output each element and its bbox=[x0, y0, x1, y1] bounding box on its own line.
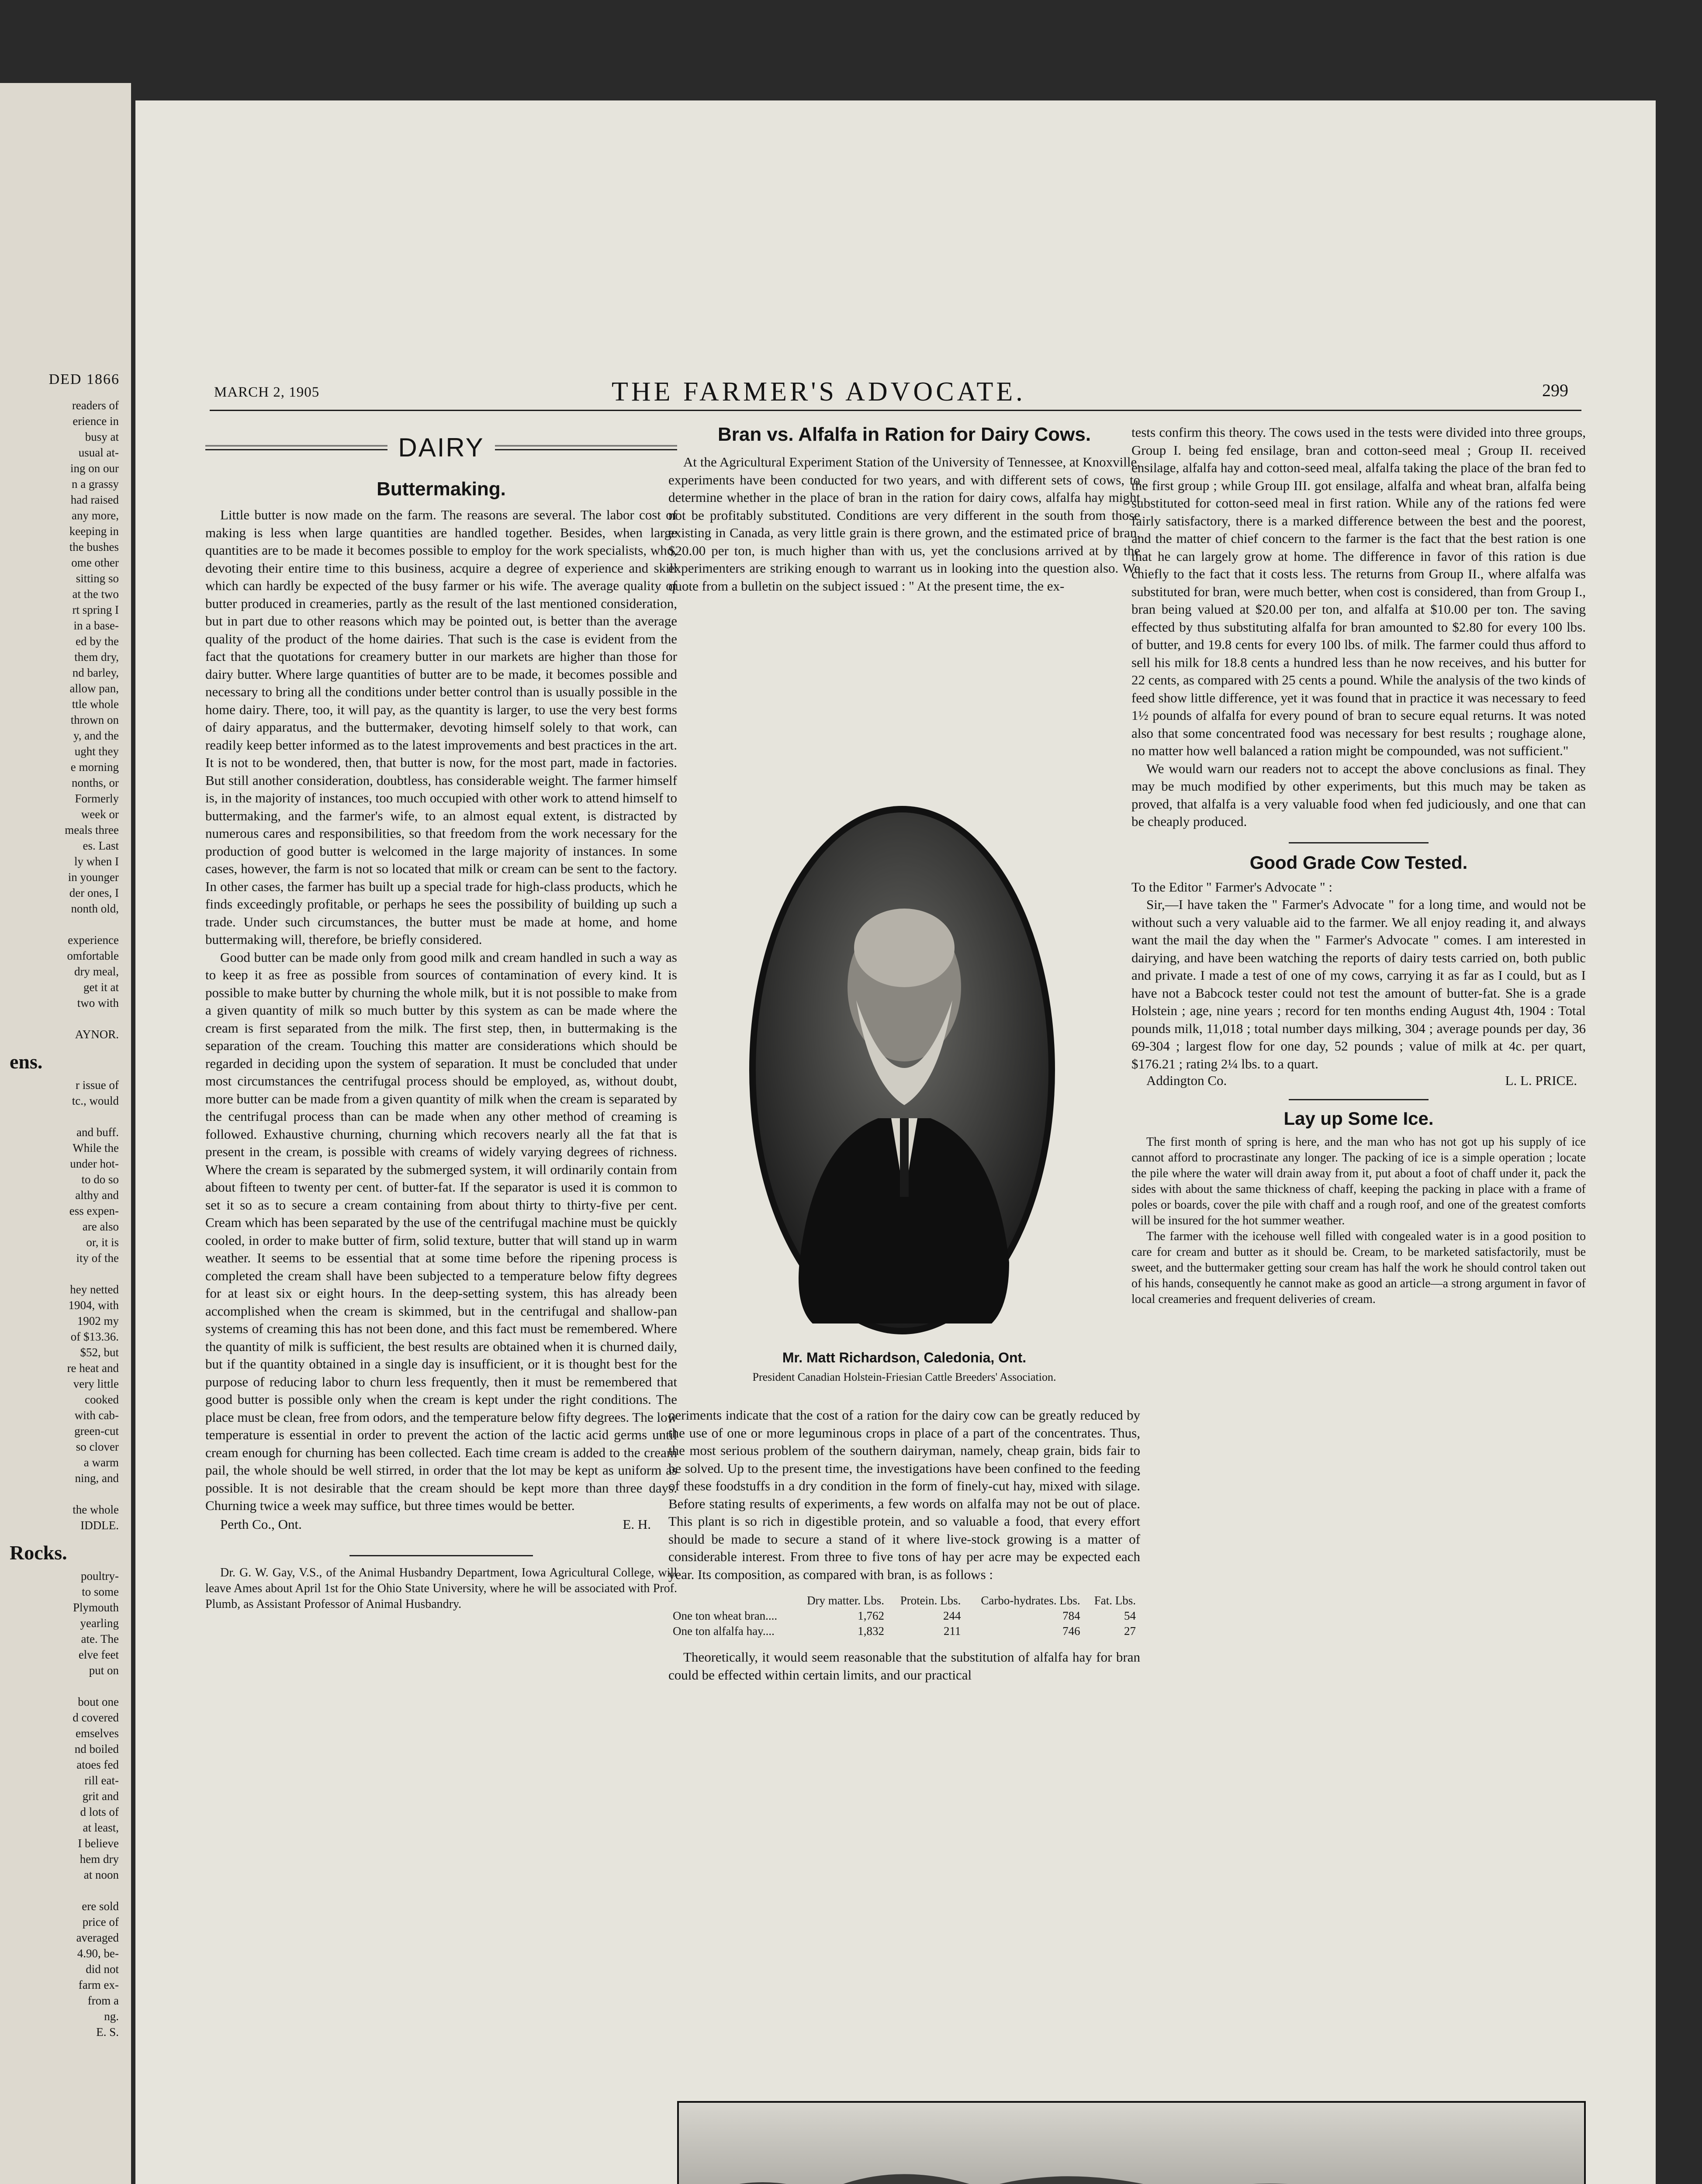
left-page-fragment bbox=[10, 1109, 119, 1124]
left-page-fragment: averaged bbox=[76, 1931, 119, 1944]
left-page-fragment bbox=[10, 1883, 119, 1898]
signoff-name: E. H. bbox=[623, 1516, 651, 1532]
left-page-fragment: cooked bbox=[85, 1393, 119, 1406]
left-page-fragment: hem dry bbox=[80, 1852, 119, 1866]
left-page-fragment: in younger bbox=[68, 871, 119, 884]
table-cell: 244 bbox=[943, 1609, 961, 1622]
left-page-fragment: tc., would bbox=[72, 1094, 119, 1107]
table-header: Protein. Lbs. bbox=[900, 1594, 961, 1607]
holsteins-painting bbox=[677, 2101, 1586, 2184]
left-page-fragment bbox=[10, 916, 119, 932]
left-page-fragment: AYNOR. bbox=[75, 1028, 119, 1041]
left-page-fragment: nonth old, bbox=[71, 902, 119, 915]
bran-col3-text: tests confirm this theory. The cows used in the tests were divided into three groups, Group I. being fed ensilage, bran and cotton-seed meal ; Group II. received ensilage, alfalfa hay and cotton-seed meal, alfalfa taking the place of the bran fed to the first group ; while Group III. got ensilage, alfalfa and wheat bran, alfalfa being substituted for cotton-seed meal in first ration. While any of the rations fed were fairly satisfactory, there is a marked difference between the best and the poorest, and the matter of chief concern to the farmer is the fact that the best ration is one that he can largely grow at home. The difference in favor of this ration is due chiefly to the fact that it costs less. The returns from Group II., where alfalfa was substituted for bran, were much better, when cost is considered, than from Group I., bran being valued at $20.00 per ton, and alfalfa at $10.00 per ton. The saving effected by thus substituting alfalfa for bran amounted to $2.80 for every 100 lbs. of butter, and 19.8 cents for every 100 lbs. of milk. The farmer could thus afford to sell his milk for 18.8 cents a hundred less than he now receives, and his butter for 22 cents, as compared with 25 cents a pound. While the analysis of the two kinds of feed show little difference, yet it was found that in practice it was necessary to feed 1½ pounds of alfalfa for every pound of bran to secure equal returns. It was noted also that some concentrated food was necessary for best results ; roughage alone, no matter how well balanced a ration might be compounded, was not sufficient." bbox=[1131, 425, 1586, 758]
left-page-fragment: erience in bbox=[73, 415, 119, 428]
left-page-fragment: re heat and bbox=[67, 1362, 119, 1375]
left-page-fragment: n a grassy bbox=[72, 477, 119, 491]
ice-paragraph: The first month of spring is here, and the man who has not got up his supply of ice cannot afford to procrastinate any longer. The packing of ice is a simple operation ; locate the pile where the water will drain away from it, put about a foot of chaff under it, pack the sides with about the same thickness of chaff, keeping the packing in place with a frame of poles or boards, cover the pile with chaff and a rough roof, and one of the greatest comforts will be insured for the hot summer weather. bbox=[1131, 1135, 1586, 1227]
left-page-fragment: ed by the bbox=[76, 635, 119, 648]
table-header bbox=[668, 1593, 793, 1608]
left-page-fragment: 1904, with bbox=[68, 1299, 119, 1312]
left-page-fragment: E. S. bbox=[96, 2025, 119, 2039]
table-row bbox=[668, 1624, 1140, 1639]
left-page-fragment: r issue of bbox=[76, 1078, 119, 1092]
masthead-date: MARCH 2, 1905 bbox=[214, 384, 320, 400]
page-number: 299 bbox=[1542, 380, 1568, 400]
left-page-fragment: are also bbox=[82, 1220, 119, 1233]
portrait-subcaption: President Canadian Holstein-Friesian Cattle Breeders' Association. bbox=[752, 1371, 1056, 1383]
left-page-fragment: meals three bbox=[65, 823, 119, 836]
left-page-fragment: price of bbox=[82, 1915, 119, 1928]
left-page-fragment: the whole bbox=[73, 1503, 119, 1516]
left-page-fragment: nd boiled bbox=[74, 1742, 119, 1755]
left-page-fragment: ng. bbox=[104, 2010, 119, 2023]
dairy-section-title: DAIRY bbox=[398, 433, 484, 462]
left-page-fragment: ing on our bbox=[70, 462, 119, 475]
left-page-fragment: ught they bbox=[74, 745, 119, 758]
left-page-fragment: ly when I bbox=[74, 855, 119, 868]
left-page-fragment: thrown on bbox=[70, 713, 119, 726]
left-page-fragment: I believe bbox=[78, 1837, 119, 1850]
left-page-fragment: elve feet bbox=[78, 1648, 119, 1661]
left-page-fragment: in a base- bbox=[73, 619, 119, 632]
left-page-fragment: ate. The bbox=[81, 1632, 119, 1645]
left-page-fragment: atoes fed bbox=[76, 1758, 119, 1771]
left-page-fragment: busy at bbox=[85, 430, 119, 443]
table-header: Carbo-hydrates. Lbs. bbox=[981, 1594, 1080, 1607]
left-page-fragment: ome other bbox=[71, 556, 119, 569]
bran-title: Bran vs. Alfalfa in Ration for Dairy Cows. bbox=[717, 424, 1091, 445]
left-page-fragment: allow pan, bbox=[69, 682, 119, 695]
divider bbox=[349, 1555, 533, 1556]
cow-place: Addington Co. bbox=[1146, 1073, 1227, 1088]
left-page-column bbox=[10, 397, 119, 2040]
left-page-fragment: dry meal, bbox=[74, 965, 119, 978]
left-page-fragment bbox=[10, 1678, 119, 1694]
left-page-fragment: es. Last bbox=[83, 839, 119, 852]
left-page-fragment: ess expen- bbox=[69, 1204, 119, 1217]
table-cell: 54 bbox=[1124, 1609, 1136, 1622]
left-page-fragment: ttle whole bbox=[72, 698, 119, 711]
masthead-rule bbox=[210, 410, 1581, 411]
bran-warning: We would warn our readers not to accept the above conclusions as final. They may be much modified by other experiments, but this much may be taken as proved, that alfalfa is a very valuable food when fed judiciously, and one that can be cheaply produced. bbox=[1131, 760, 1586, 829]
portrait-photo bbox=[747, 804, 1057, 1337]
table-cell: 1,762 bbox=[858, 1609, 885, 1622]
table-cell: One ton alfalfa hay.... bbox=[673, 1624, 775, 1638]
composition-table bbox=[668, 1593, 1140, 1639]
left-page-fragment: 1902 my bbox=[77, 1314, 119, 1327]
dairy-column bbox=[205, 415, 677, 1612]
masthead-title: THE FARMER'S ADVOCATE. bbox=[612, 377, 1026, 407]
left-page-fragment: from a bbox=[87, 1994, 119, 2007]
left-page-fragment: a warm bbox=[83, 1456, 119, 1469]
left-page-fragment: at the two bbox=[72, 587, 119, 601]
left-page-fragment bbox=[10, 1011, 119, 1026]
cow-text: Sir,—I have taken the " Farmer's Advocate " for a long time, and would not be without such a very valuable aid to the farmer. We all enjoy reading it, and always want the mail the day when the " Farmer's Advocate " comes. I am interested in dairying, and have been watching the reports of dairy tests carried on, both public and private. I made a test of one of my cows, carrying it as far as I could, but as I have not a Babcock tester could not test the amount of butter-fat. She is a grade Holstein ; age, nine years ; record for ten months ending August 4th, 1904 : Total pounds milk, 11,018 ; total number days milking, 304 ; average pounds per day, 36 69-304 ; largest flow for one day, 52 pounds ; value of milk at 4c. per quart, $176.21 ; rating 2¼ lbs. to a quart. bbox=[1131, 897, 1586, 1071]
left-page-fragment: ning, and bbox=[75, 1472, 119, 1485]
left-page-fragment: e morning bbox=[70, 760, 119, 774]
buttermaking-title: Buttermaking. bbox=[377, 478, 506, 500]
left-page-fragment: them dry, bbox=[74, 650, 119, 663]
left-page-fragment: so clover bbox=[76, 1440, 119, 1453]
cow-signoff bbox=[1146, 1073, 1577, 1089]
left-page-fragment: der ones, I bbox=[69, 886, 119, 899]
left-page-fragment bbox=[10, 1266, 119, 1282]
cow-to: To the Editor " Farmer's Advocate " : bbox=[1131, 879, 1333, 895]
left-page-fragment: y, and the bbox=[73, 729, 119, 742]
left-page-fragment: the bushes bbox=[69, 540, 119, 553]
left-page-fragment: althy and bbox=[75, 1189, 119, 1202]
left-page-fragment: or, it is bbox=[86, 1236, 119, 1249]
left-page-fragment: at least, bbox=[83, 1821, 119, 1834]
left-page-fragment: poultry- bbox=[81, 1569, 119, 1583]
buttermaking-body bbox=[205, 506, 677, 1515]
left-page-fragment: green-cut bbox=[74, 1424, 119, 1438]
gay-note: Dr. G. W. Gay, V.S., of the Animal Husbandry Department, Iowa Agricultural College, will leave Ames about April 1st for the Ohio State University, where he will be associated with Prof. Plumb, as Assistant Professor of Animal Husbandry. bbox=[205, 1565, 677, 1611]
left-page-fragment: 4.90, be- bbox=[77, 1947, 119, 1960]
left-page-fragment: very little bbox=[73, 1377, 119, 1390]
bran-column bbox=[668, 424, 1140, 595]
left-page-fragment: hey netted bbox=[70, 1283, 119, 1296]
signoff-place: Perth Co., Ont. bbox=[220, 1516, 302, 1532]
left-page-fragment: to some bbox=[82, 1585, 119, 1598]
left-page-fragment: week or bbox=[81, 808, 119, 821]
left-page-fragment: to do so bbox=[81, 1173, 119, 1186]
table-cell: 746 bbox=[1062, 1624, 1080, 1638]
left-page-fragment: farm ex- bbox=[78, 1978, 119, 1991]
left-page-fragment: emselves bbox=[76, 1727, 119, 1740]
buttermaking-paragraph: Good butter can be made only from good milk and cream handled in such a way as to keep it as free as possible from sources of contamination of every kind. It is possible to make butter by churning the whole milk, but it is not possible to make from a given quantity of milk so much butter by this system as can be made where the cream is first separated from the milk. The first step, then, in buttermaking is the separation of the cream. Touching this matter are considerations which should be regarded in deciding upon the system of separation. It must be concluded that under most circumstances the centrifugal process should be employed, as, without doubt, more butter can be made from a given quantity of milk when the cream is separated by the centrifugal process than can be made when any other method of creaming is followed. Exhaustive churning, churning which recovers nearly all the fat that is present in the cream, is possible with creams of widely varying degrees of richness. Where the cream is separated by the submerged system, it will ordinarily contain from about fifteen to twenty per cent. of butter-fat. If the separator is used it is common to set it so as to secure a cream containing from about thirty to thirty-five per cent. Cream which has been separated by the use of the centrifugal machine must be quickly cooled, in order to make butter of firm, solid texture, butter that will stand up in warm weather. It seems to be essential that at some time before the ripening process is completed the cream shall have been subjected to a temperature below fifty degrees for at least six or eight hours. In the deep-setting system, this has already been accomplished when the cream is skimmed, but in the centrifugal and shallow-pan systems of creaming this has not been done, and this fact must be remembered. Where the quantity of milk is sufficient, the best results are obtained when it is churned daily, but if the quantity obtained in a single day is insufficient, or it is thought best for the purpose of reducing labor to churn less frequently, then it must be remembered that good butter is possible only when the cream is kept under the right conditions. The place must be clean, free from odors, and the temperature below fifty degrees. The low temperature is essential in order to prevent the action of the lactic acid germs until cream enough for churning has been collected. Each time cream is added to the cream pail, the whole should be well stirred, in order that the lot may be kept as uniform as possible. It is not desirable that the cream should be kept more than three days. Churning twice a week may suffice, but three times would be better. bbox=[205, 949, 677, 1513]
left-page-heading: ens. bbox=[10, 1051, 43, 1073]
left-page-fragment: had raised bbox=[70, 493, 119, 506]
left-page-fragment: two with bbox=[77, 996, 119, 1009]
left-page-fragment: Formerly bbox=[75, 792, 119, 805]
dairy-section-header bbox=[205, 432, 677, 463]
left-page-fragment: usual at- bbox=[78, 446, 119, 459]
newspaper-page bbox=[135, 100, 1656, 2184]
left-page-fragment: rt spring I bbox=[72, 603, 119, 616]
right-column bbox=[1131, 424, 1586, 1307]
portrait-caption: Mr. Matt Richardson, Caledonia, Ont. bbox=[782, 1350, 1027, 1365]
table-header: Dry matter. Lbs. bbox=[807, 1594, 885, 1607]
left-page-fragment: yearling bbox=[80, 1617, 119, 1630]
left-page-fragment: bout one bbox=[78, 1695, 119, 1708]
table-cell: 1,832 bbox=[858, 1624, 885, 1638]
buttermaking-signoff bbox=[220, 1517, 651, 1532]
left-page-fragment: with cab- bbox=[74, 1409, 119, 1422]
left-page-fragment: under hot- bbox=[70, 1157, 119, 1170]
left-page-fragment: put on bbox=[89, 1664, 119, 1677]
left-page-fragment: omfortable bbox=[67, 949, 119, 962]
bran-continued-text: periments indicate that the cost of a ration for the dairy cow can be greatly reduced by the use of one or more leguminous crops in place of a part of the concentrates. Thus, the most serious problem of the southern dairyman, namely, cheap grain, bids fair to be solved. Up to the present time, the investigations have been confined to the feeding of these foodstuffs in a dry condition in the form of finely-cut hay, mixed with silage. Before stating results of experiments, a few words on alfalfa may not be out of place. This plant is so rich in digestible protein, and so valuable a food, that every effort should be made to secure a stand of it where live-stock growing is a matter of considerable interest. From three to five tons of hay per acre may be expected each year. Its composition, as compared with bran, is as follows : bbox=[668, 1407, 1140, 1582]
left-page-fragment: of $13.36. bbox=[70, 1330, 119, 1343]
bran-intro: At the Agricultural Experiment Station of the University of Tennessee, at Knoxville, experiments have been conducted for two years, and with different sets of cows, to determine whether in the place of bran in the ration for dairy cows, alfalfa hay might not be profitably substituted. Conditions are very different in the south from those existing in Canada, as very little grain is there grown, and the estimated price of bran, $20.00 per ton, is much higher than with us, yet the conclusions arrived at by the experimenters are striking enough to warrant us in looking into the question also. We quote from a bulletin on the subject issued : " At the present time, the ex- bbox=[668, 454, 1140, 594]
left-page-fragment: any more, bbox=[72, 509, 119, 522]
ice-paragraph: The farmer with the icehouse well filled with congealed water is in a good position to care for cream and butter as it should be. Cream, to be marketed satisfactorily, must be sweet, and the buttermaker getting sour cream has half the work he should control taken out of his hands, consequently he cannot make as good an article—a strong argument in favor of local creameries and frequent deliveries of cream. bbox=[1131, 1230, 1586, 1306]
left-page-fragment: d lots of bbox=[80, 1805, 119, 1818]
left-page-fragment: experience bbox=[68, 933, 119, 947]
left-page-fragment bbox=[10, 1486, 119, 1502]
table-cell: 27 bbox=[1124, 1624, 1136, 1638]
divider bbox=[1289, 842, 1429, 843]
left-page-fragment: nonths, or bbox=[72, 776, 119, 789]
left-page-fragment: $52, but bbox=[80, 1346, 119, 1359]
left-page-fragment: readers of bbox=[72, 399, 119, 412]
left-page-fragment: at noon bbox=[83, 1868, 119, 1881]
left-page-fragment: and buff. bbox=[76, 1126, 119, 1139]
cow-signature: L. L. PRICE. bbox=[1505, 1073, 1577, 1088]
left-page-fragment: did not bbox=[86, 1963, 119, 1976]
left-page-fragment: IDDLE. bbox=[80, 1519, 119, 1532]
buttermaking-paragraph: Little butter is now made on the farm. The reasons are several. The labor cost of making is less when large quantities are handled together. Besides, when large quantities are to be made it becomes possible to employ for the work specialists, who, devoting their entire time to this business, acquire a degree of experience and skill which can hardly be expected of the busy farmer or his wife. The average quality of butter produced in creameries, partly as the result of the last mentioned consideration, but in part due to other reasons which may be pointed out, is better than the average quality of the product of the home dairies. That such is the case is evident from the fact that the quotations for creamery butter in our markets are higher than those for dairy butter. Where large quantities of butter are to be made, it becomes possible and necessary to bring all the conditions under better control than is usually possible in the home dairy. There, too, it will pay, as the quantity is larger, to use the very best forms of dairy apparatus, and the buttermaker, devoting himself solely to that work, can readily keep better informed as to the latest improvements and best practices in the art. It is not to be wondered, then, that butter is now, for the most part, made in factories. But still another consideration, doubtless, has considerable weight. The farmer himself is, in the majority of instances, too much occupied with other work to attend himself to buttermaking, and the farmer's wife, to an almost equal extent, is distracted by numerous cares and responsibilities, so that freedom from the work necessary for the production of good butter is welcomed in the large majority of instances. In some cases, however, the farm is not so located that milk or cream can be sent to the factory. In other cases, the farmer has built up a special trade for high-class products, which he finds exceedingly profitable, or perhaps he sees the possibility of building up such a trade. Under such circumstances, the butter must be made at home, and home buttermaking will, therefore, be briefly considered. bbox=[205, 507, 677, 947]
left-page-fragment: nd barley, bbox=[72, 666, 119, 679]
left-page-fragment: sitting so bbox=[76, 572, 119, 585]
cow-title: Good Grade Cow Tested. bbox=[1249, 852, 1468, 873]
left-page-fragment: Plymouth bbox=[73, 1601, 119, 1614]
table-cell: 784 bbox=[1062, 1609, 1080, 1622]
left-page-strip bbox=[0, 83, 131, 2184]
bran-after-table: Theoretically, it would seem reasonable that the substitution of alfalfa hay for bran could be effected within certain limits, and our practical bbox=[668, 1649, 1140, 1683]
table-cell: One ton wheat bran.... bbox=[673, 1609, 778, 1622]
bran-continued bbox=[668, 1406, 1140, 1684]
left-page-fragment: d covered bbox=[73, 1711, 119, 1724]
left-page-fragment: get it at bbox=[83, 981, 119, 994]
left-page-fragment: grit and bbox=[82, 1790, 119, 1803]
divider bbox=[1289, 1099, 1429, 1100]
left-page-heading: Rocks. bbox=[10, 1541, 67, 1564]
portrait-caption-block bbox=[668, 1350, 1140, 1384]
table-header-row bbox=[668, 1593, 1140, 1608]
left-page-fragment: keeping in bbox=[69, 525, 119, 538]
left-page-fragment: ity of the bbox=[76, 1251, 119, 1265]
table-cell: 211 bbox=[943, 1624, 961, 1638]
table-header: Fat. Lbs. bbox=[1094, 1594, 1136, 1607]
left-page-header: DED 1866 bbox=[48, 371, 120, 387]
left-page-fragment: ere sold bbox=[82, 1900, 119, 1913]
table-row bbox=[668, 1608, 1140, 1624]
left-page-fragment: rill eat- bbox=[84, 1774, 119, 1787]
ice-title: Lay up Some Ice. bbox=[1283, 1108, 1434, 1129]
left-page-fragment: While the bbox=[73, 1141, 119, 1154]
